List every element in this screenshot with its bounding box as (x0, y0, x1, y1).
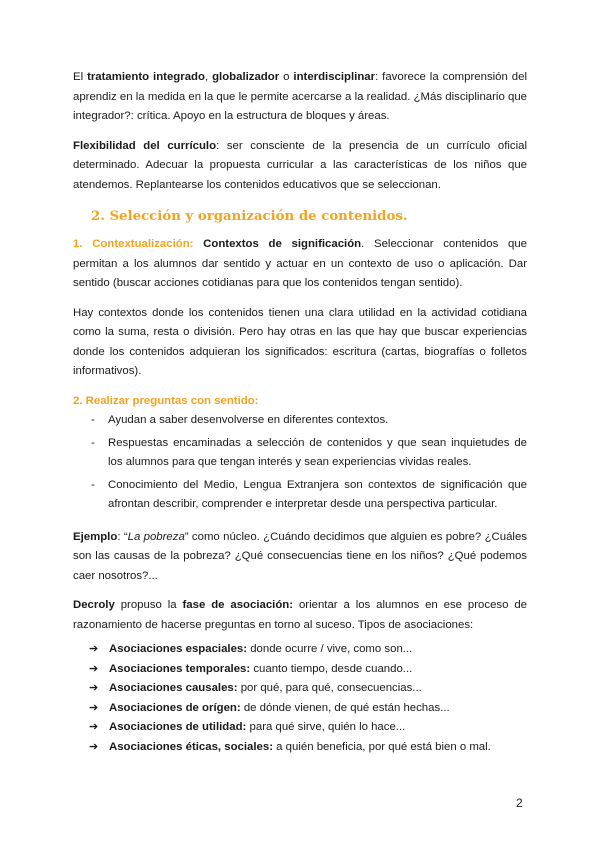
list-item (73, 411, 527, 431)
paragraph-decroly (73, 596, 527, 635)
bold-term: Asociaciones de utilidad: (109, 721, 247, 733)
text-run: propuso la (114, 599, 183, 611)
list-item-text: de dónde vienen, de qué están hechas... (240, 701, 450, 714)
arrow-icon: ➔ (89, 721, 99, 733)
bold-term: Contextos de significación (193, 238, 362, 250)
text-run: , (204, 71, 213, 83)
list-item (73, 738, 527, 758)
list-item-text: para qué sirve, quién lo hace... (246, 721, 406, 733)
list-item-text: cuanto tiempo, desde cuando... (250, 662, 413, 675)
bold-term: tratamiento integrado (87, 71, 205, 83)
text-run: ” como núcleo. ¿Cuándo decidimos que alguien es pobre? ¿Cuáles son las causas de la pobreza? ¿Qué consecuencias tiene en los niños? ¿Qué podemos caer nosotros?... (73, 530, 527, 582)
text-run: : ser consciente de la presencia de un currículo oficial determinado. Adecuar la propuesta curricular a las características de los niños que atendemos. Replantearse los contenidos educativos que se seleccionan. (73, 139, 527, 191)
paragraph-flexibilidad (73, 137, 527, 196)
arrow-list (73, 640, 527, 757)
bold-term: Asociaciones de orígen: (109, 701, 241, 714)
paragraph-tratamiento (73, 68, 527, 127)
dash-bullet: - (91, 478, 95, 491)
list-item-text: Conocimiento del Medio, Lengua Extranjera son contextos de significación que afrontan describir, comprender e interpretar desde una perspectiva particular. (108, 478, 527, 510)
list-item (73, 718, 527, 738)
list-item-text: por qué, para qué, consecuencias... (237, 682, 422, 694)
list-item (73, 660, 527, 680)
arrow-icon: ➔ (89, 682, 99, 694)
dash-list (73, 411, 527, 515)
orange-subheading: 1. Contextualización: (73, 238, 194, 250)
list-item-text: a quién beneficia, por qué está bien o mal. (273, 740, 491, 753)
page-number: 2 (516, 796, 523, 810)
paragraph-contextualizacion (73, 235, 527, 294)
bold-term: globalizador (212, 71, 280, 83)
bold-term: Asociaciones éticas, sociales: (109, 740, 273, 753)
bold-term: fase de asociación: (182, 599, 294, 611)
list-item (73, 699, 527, 719)
arrow-icon: ➔ (89, 662, 99, 675)
paragraph-contextos: Hay contextos donde los contenidos tienen una clara utilidad en la actividad cotidiana como la suma, resta o división. Pero hay otras en las que hay que buscar experiencias donde los contenidos adquieran los significados: escritura (cartas, biografías o folletos informativos). (73, 306, 527, 377)
bold-term: Ejemplo (73, 530, 118, 543)
bold-term: Asociaciones espaciales: (109, 643, 248, 655)
bold-term: interdisciplinar (293, 71, 376, 83)
text-run: orientar a los alumnos en ese proceso de razonamiento de hacerse preguntas en torno al suceso. Tipos de asociaciones: (73, 599, 527, 631)
list-item (73, 640, 527, 660)
arrow-icon: ➔ (89, 643, 99, 655)
text-run: o (279, 71, 294, 83)
text-run: : favorece la comprensión del aprendiz en la medida en la que le permite acercarse a la realidad. ¿Más disciplinario que integrador?: crítica. Apoyo en la estructura de bloques y áreas. (73, 71, 527, 122)
list-item-text: Respuestas encaminadas a selección de contenidos y que sean inquietudes de los alumnos para que tengan interés y sean experiencias vividas reales. (108, 436, 527, 468)
list-item (73, 679, 527, 699)
bold-term: Decroly (73, 599, 115, 611)
arrow-icon: ➔ (89, 701, 99, 714)
bold-term: Asociaciones causales: (109, 682, 238, 694)
bold-term: Flexibilidad del currículo (73, 139, 217, 152)
arrow-icon: ➔ (89, 740, 99, 753)
text-run: . Seleccionar contenidos que permitan a los alumnos dar sentido y actuar en un contexto de uso o aplicación. Dar sentido (buscar acciones cotidianas para que los contenidos tengan sentido). (73, 238, 527, 289)
list-item-text: Ayudan a saber desenvolverse en diferentes contextos. (108, 414, 389, 426)
list-item-text: donde ocurre / vive, como son... (247, 643, 413, 655)
section-heading: 2. Selección y organización de contenidos. (91, 209, 408, 224)
paragraph-ejemplo (73, 528, 527, 587)
list-item (73, 434, 527, 473)
dash-bullet: - (91, 414, 95, 426)
orange-subheading: 2. Realizar preguntas con sentido: (73, 394, 259, 407)
text-run: El (73, 71, 88, 83)
list-item (73, 476, 527, 515)
text-run: : “ (117, 530, 128, 543)
page-content (73, 68, 527, 757)
orange-subheading-preguntas (73, 392, 527, 412)
italic-term: La pobreza (127, 530, 185, 543)
dash-bullet: - (91, 436, 95, 449)
bold-term: Asociaciones temporales: (109, 662, 251, 675)
